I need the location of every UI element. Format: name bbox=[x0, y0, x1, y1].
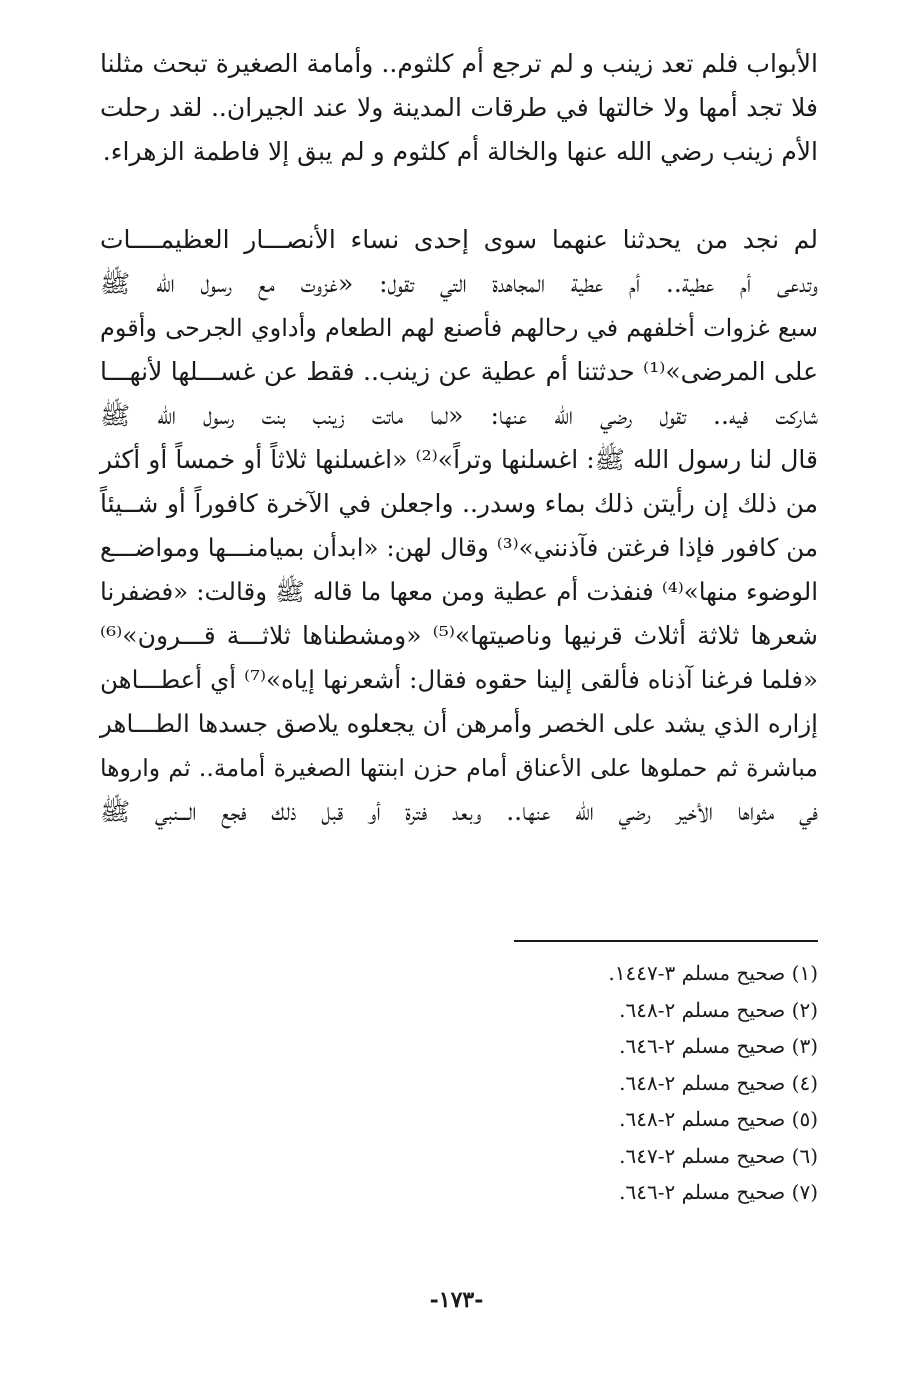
footnote-7: (٧) صحيح مسلم ٢-٦٤٦. bbox=[619, 1180, 818, 1204]
footnote-1: (١) صحيح مسلم ٣-١٤٤٧. bbox=[608, 961, 818, 985]
text-line: من كافور فإذا فرغتن فآذنني»⁽³⁾ وقال لهن: «ابدأن بميامنـــها ومواضـــع bbox=[100, 533, 818, 562]
text-line: لم نجد من يحدثنا عنهما سوى إحدى نساء الأنصـــار العظيمــــات bbox=[100, 225, 818, 254]
text-line: وتدعى أم عطية.. أم عطية المجاهدة التي تقول: «غزوت مع رسول الله ﷺ bbox=[100, 269, 818, 298]
text-line: قال لنا رسول الله ﷺ: اغسلنها وتراً»⁽²⁾ «اغسلنها ثلاثاً أو خمساً أو أكثر bbox=[100, 445, 818, 474]
text-line: مباشرة ثم حملوها على الأعناق أمام حزن ابنتها الصغيرة أمامة.. ثم واروها bbox=[100, 754, 818, 782]
footnote-5: (٥) صحيح مسلم ٢-٦٤٨. bbox=[619, 1107, 818, 1131]
footnote-6: (٦) صحيح مسلم ٢-٦٤٧. bbox=[619, 1143, 818, 1168]
paragraph-2 bbox=[100, 218, 818, 834]
text-line: فلا تجد أمها ولا خالتها في طرقات المدينة ولا عند الجيران.. لقد رحلت bbox=[100, 93, 818, 122]
text-line: شاركت فيه.. تقول رضي الله عنها: «لما ماتت زينب بنت رسول الله ﷺ bbox=[100, 401, 818, 430]
text-line: شعرها ثلاثة أثلاث قرنيها وناصيتها»⁽⁵⁾ «ومشطناها ثلاثـــة قـــرون»⁽⁶⁾ bbox=[100, 621, 818, 650]
text-line: الأبواب فلم تعد زينب و لم ترجع أم كلثوم.. وأمامة الصغيرة تبحث مثلنا bbox=[100, 49, 818, 78]
text-line: سبع غزوات أخلفهم في رحالهم فأصنع لهم الطعام وأداوي الجرحى وأقوم bbox=[100, 314, 818, 342]
text-line: الوضوء منها»⁽⁴⁾ فنفذت أم عطية ومن معها ما قاله ﷺ وقالت: «فضفرنا bbox=[100, 577, 818, 606]
text-line: من ذلك إن رأيتن ذلك بماء وسدر.. واجعلن في الآخرة كافوراً أو شــيئاً bbox=[100, 489, 818, 518]
text-line: في مثواها الأخير رضي الله عنها.. وبعد فترة أو قبل ذلك فجع الـــنبي ﷺ bbox=[100, 797, 818, 826]
footnote-separator bbox=[514, 940, 818, 942]
page-number: -١٧٣- bbox=[429, 1287, 484, 1313]
footnotes bbox=[500, 955, 818, 1211]
paragraph-1 bbox=[100, 42, 818, 174]
text-line: على المرضى»⁽¹⁾ حدثتنا أم عطية عن زينب.. فقط عن غســـلها لأنهـــا bbox=[100, 357, 818, 386]
text-line: الأم زينب رضي الله عنها والخالة أم كلثوم و لم يبق إلا فاطمة الزهراء. bbox=[102, 137, 818, 166]
text-line: «فلما فرغنا آذناه فألقى إلينا حقوه فقال: أشعرنها إياه»⁽⁷⁾ أي أعطـــاهن bbox=[100, 665, 818, 694]
footnote-3: (٣) صحيح مسلم ٢-٦٤٦. bbox=[619, 1034, 818, 1058]
text-line: إزاره الذي يشد على الخصر وأمرهن أن يجعلوه يلاصق جسدها الطـــاهر bbox=[100, 709, 818, 738]
footnote-4: (٤) صحيح مسلم ٢-٦٤٨. bbox=[619, 1070, 818, 1095]
footnote-2: (٢) صحيح مسلم ٢-٦٤٨. bbox=[619, 997, 818, 1022]
